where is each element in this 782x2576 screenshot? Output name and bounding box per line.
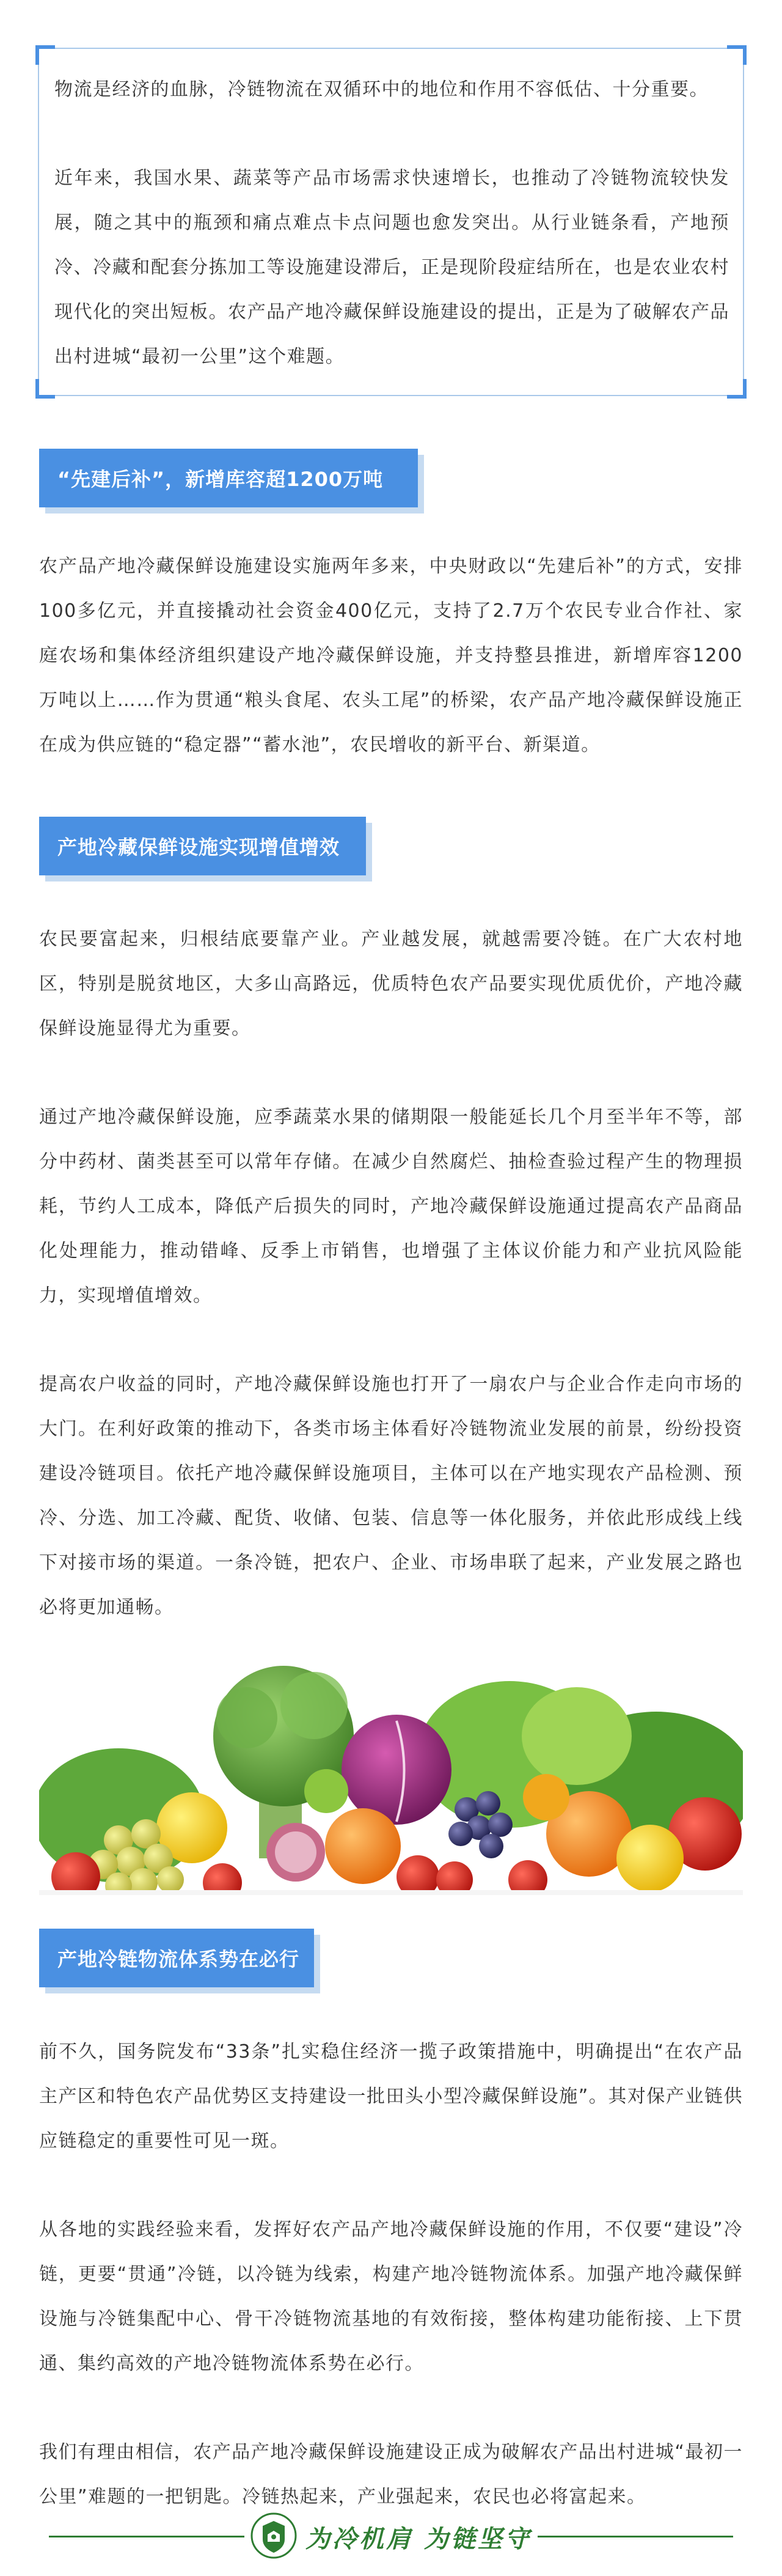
section-heading <box>39 449 418 507</box>
footer-slogan: 为冷机肩 为链坚守 <box>305 2525 532 2553</box>
intro-paragraph: 物流是经济的血脉，冷链物流在双循环中的地位和作用不容低估、十分重要。 <box>54 79 709 100</box>
body-paragraph: 提高农户收益的同时，产地冷藏保鲜设施也打开了一扇农户与企业合作走向市场的大门。在利好政策的推动下，各类市场主体看好冷链物流业发展的前景，纷纷投资建设冷链项目。依托产地冷藏保鲜设施项目，主体可以在产地实现农产品检测、预冷、分选、加工冷藏、配货、收储、包装、信息等一体化服务，并依此形成线上线下对接市场的渠道。一条冷链，把农户、企业、市场串联了起来，产业发展之路也必将更加通畅。 <box>39 1374 743 1618</box>
frame-corner <box>35 379 55 399</box>
divider-line <box>538 2536 733 2537</box>
body-paragraph: 前不久，国务院发布“33条”扎实稳住经济一揽子政策措施中，明确提出“在农产品主产区和特色农产品优势区支持建设一批田头小型冷藏保鲜设施”。其对保产业链供应链稳定的重要性可见一斑。 <box>39 2041 743 2152</box>
frame-corner <box>727 379 747 399</box>
section-heading <box>39 1929 314 1987</box>
body-paragraph: 农产品产地冷藏保鲜设施建设实施两年多来，中央财政以“先建后补”的方式，安排100多亿元，并直接撬动社会资金400亿元，支持了2.7万个农民专业合作社、家庭农场和集体经济组织建设产地冷藏保鲜设施，并支持整县推进，新增库容1200万吨以上……作为贯通“粮头食尾、农头工尾”的桥梁，农产品产地冷藏保鲜设施正在成为供应链的“稳定器”“蓄水池”，农民增收的新平台、新渠道。 <box>39 556 743 756</box>
section-body <box>39 917 743 1630</box>
body-paragraph: 农民要富起来，归根结底要靠产业。产业越发展，就越需要冷链。在广大农村地区，特别是脱贫地区，大多山高路远，优质特色农产品要实现优质优价，产地冷藏保鲜设施显得尤为重要。 <box>39 929 743 1039</box>
intro-box <box>38 48 744 396</box>
frame-corner <box>727 45 747 65</box>
body-paragraph: 我们有理由相信，农产品产地冷藏保鲜设施建设正成为破解农产品出村进城“最初一公里”难题的一把钥匙。冷链热起来，产业强起来，农民也必将富起来。 <box>39 2442 743 2508</box>
divider-line <box>49 2536 244 2537</box>
section-heading <box>39 817 366 875</box>
vegetables-illustration-icon <box>39 1650 743 1895</box>
body-paragraph: 从各地的实践经验来看，发挥好农产品产地冷藏保鲜设施的作用，不仅要“建设”冷链，更要“贯通”冷链，以冷链为线索，构建产地冷链物流体系。加强产地冷藏保鲜设施与冷链集配中心、骨干冷链物流基地的有效衔接，整体构建功能衔接、上下贯通、集约高效的产地冷链物流体系势在必行。 <box>39 2219 743 2374</box>
intro-paragraph: 近年来，我国水果、蔬菜等产品市场需求快速增长，也推动了冷链物流较快发展，随之其中的瓶颈和痛点难点卡点问题也愈发突出。从行业链条看，产地预冷、冷藏和配套分拣加工等设施建设滞后，正是现阶段症结所在，也是农业农村现代化的突出短板。农产品产地冷藏保鲜设施建设的提出，正是为了破解农产品出村进城“最初一公里”这个难题。 <box>54 167 729 367</box>
vegetables-illustration <box>39 1650 743 1895</box>
association-logo-icon <box>250 2512 297 2559</box>
section-body <box>39 544 743 767</box>
section-body <box>39 2030 743 2519</box>
section-heading-text: 产地冷藏保鲜设施实现增值增效 <box>57 836 340 859</box>
footer-signature <box>0 2512 782 2574</box>
section-heading-text: “先建后补”，新增库容超1200万吨 <box>57 468 384 491</box>
body-paragraph: 通过产地冷藏保鲜设施，应季蔬菜水果的储期限一般能延长几个月至半年不等，部分中药材、菌类甚至可以常年存储。在减少自然腐烂、抽检查验过程产生的物理损耗，节约人工成本，降低产后损失的同时，产地冷藏保鲜设施通过提高农产品商品化处理能力，推动错峰、反季上市销售，也增强了主体议价能力和产业抗风险能力，实现增值增效。 <box>39 1106 743 1306</box>
section-heading-text: 产地冷链物流体系势在必行 <box>57 1948 300 1971</box>
frame-corner <box>35 45 55 65</box>
